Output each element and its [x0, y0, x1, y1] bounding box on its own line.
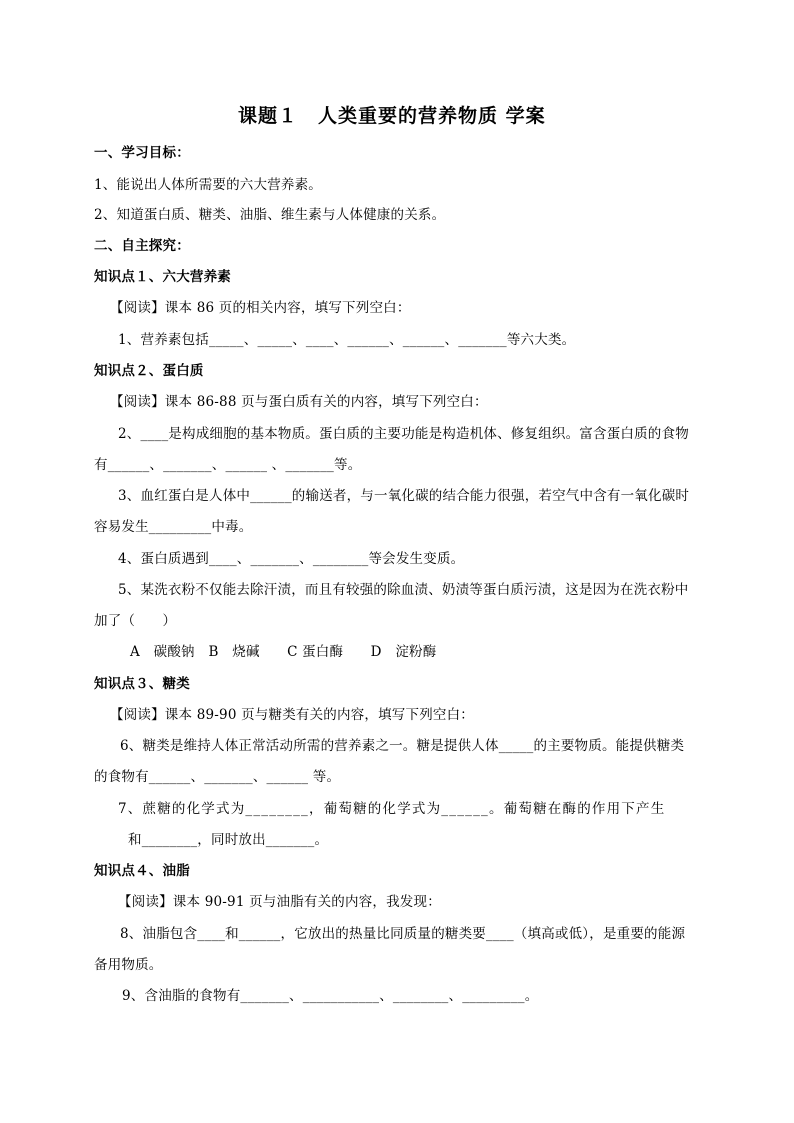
goal-item-1: 1、能说出人体所需要的六大营养素。 — [94, 177, 322, 193]
question-2-line-1: 2、____是构成细胞的基本物质。蛋白质的主要功能是构造机体、修复组织。富含蛋白质的食物 — [118, 426, 689, 442]
reading-instruction-3: 【阅读】课本 89-90 页与糖类有关的内容，填写下列空白： — [110, 707, 474, 723]
question-4: 4、蛋白质遇到____、_______、________等会发生变质。 — [118, 551, 465, 567]
reading-instruction-1: 【阅读】课本 86 页的相关内容，填写下列空白： — [110, 300, 411, 316]
question-5-line-2: 加了（ ） — [94, 613, 177, 629]
question-6-line-2: 的食物有______、_______、______ 等。 — [94, 769, 341, 785]
reading-instruction-2: 【阅读】课本 86-88 页与蛋白质有关的内容，填写下列空白： — [110, 394, 488, 410]
question-5-line-1: 5、某洗衣粉不仅能去除汗渍，而且有较强的除血渍、奶渍等蛋白质污渍，这是因为在洗衣粉中 — [118, 582, 689, 598]
reading-instruction-4: 【阅读】课本 90-91 页与油脂有关的内容，我发现： — [118, 894, 441, 910]
question-7-line-1: 7、蔗糖的化学式为________，葡萄糖的化学式为______。葡萄糖在酶的作用下产生 — [118, 801, 666, 817]
question-1: 1、营养素包括_____、_____、____、______、______、_______等六大类。 — [118, 332, 576, 348]
page-title: 课题１ 人类重要的营养物质 学案 — [238, 105, 546, 127]
section-heading-explore: 二、自主探究： — [94, 238, 190, 254]
question-8-line-1: 8、油脂包含____和______，它放出的热量比同质量的糖类要____（填高或低），是重要的能源 — [120, 926, 686, 942]
question-5-options: A 碳酸钠 B 烧碱 C 蛋白酶 D 淀粉酶 — [130, 644, 437, 660]
goal-item-2: 2、知道蛋白质、糖类、油脂、维生素与人体健康的关系。 — [94, 207, 446, 223]
question-6-line-1: 6、糖类是维持人体正常活动所需的营养素之一。糖是提供人体_____的主要物质。能提供糖类 — [120, 738, 685, 754]
question-2-line-2: 有______、_______、______ 、_______等。 — [94, 457, 362, 473]
question-3-line-2: 容易发生_________中毒。 — [94, 519, 253, 535]
knowledge-point-2: 知识点２、蛋白质 — [94, 363, 204, 379]
knowledge-point-3: 知识点３、糖类 — [94, 676, 190, 692]
question-8-line-2: 备用物质。 — [94, 957, 163, 973]
section-heading-goals: 一、学习目标： — [94, 145, 190, 161]
question-3-line-1: 3、血红蛋白是人体中______的输送者，与一氧化碳的结合能力很强，若空气中含有一氧化碳时 — [118, 488, 690, 504]
question-9: 9、含油脂的食物有_______、___________、________、_________。 — [122, 988, 539, 1004]
question-7-line-2: 和________，同时放出_______。 — [128, 832, 329, 848]
knowledge-point-4: 知识点４、油脂 — [94, 863, 190, 879]
knowledge-point-1: 知识点１、六大营养素 — [94, 269, 231, 285]
